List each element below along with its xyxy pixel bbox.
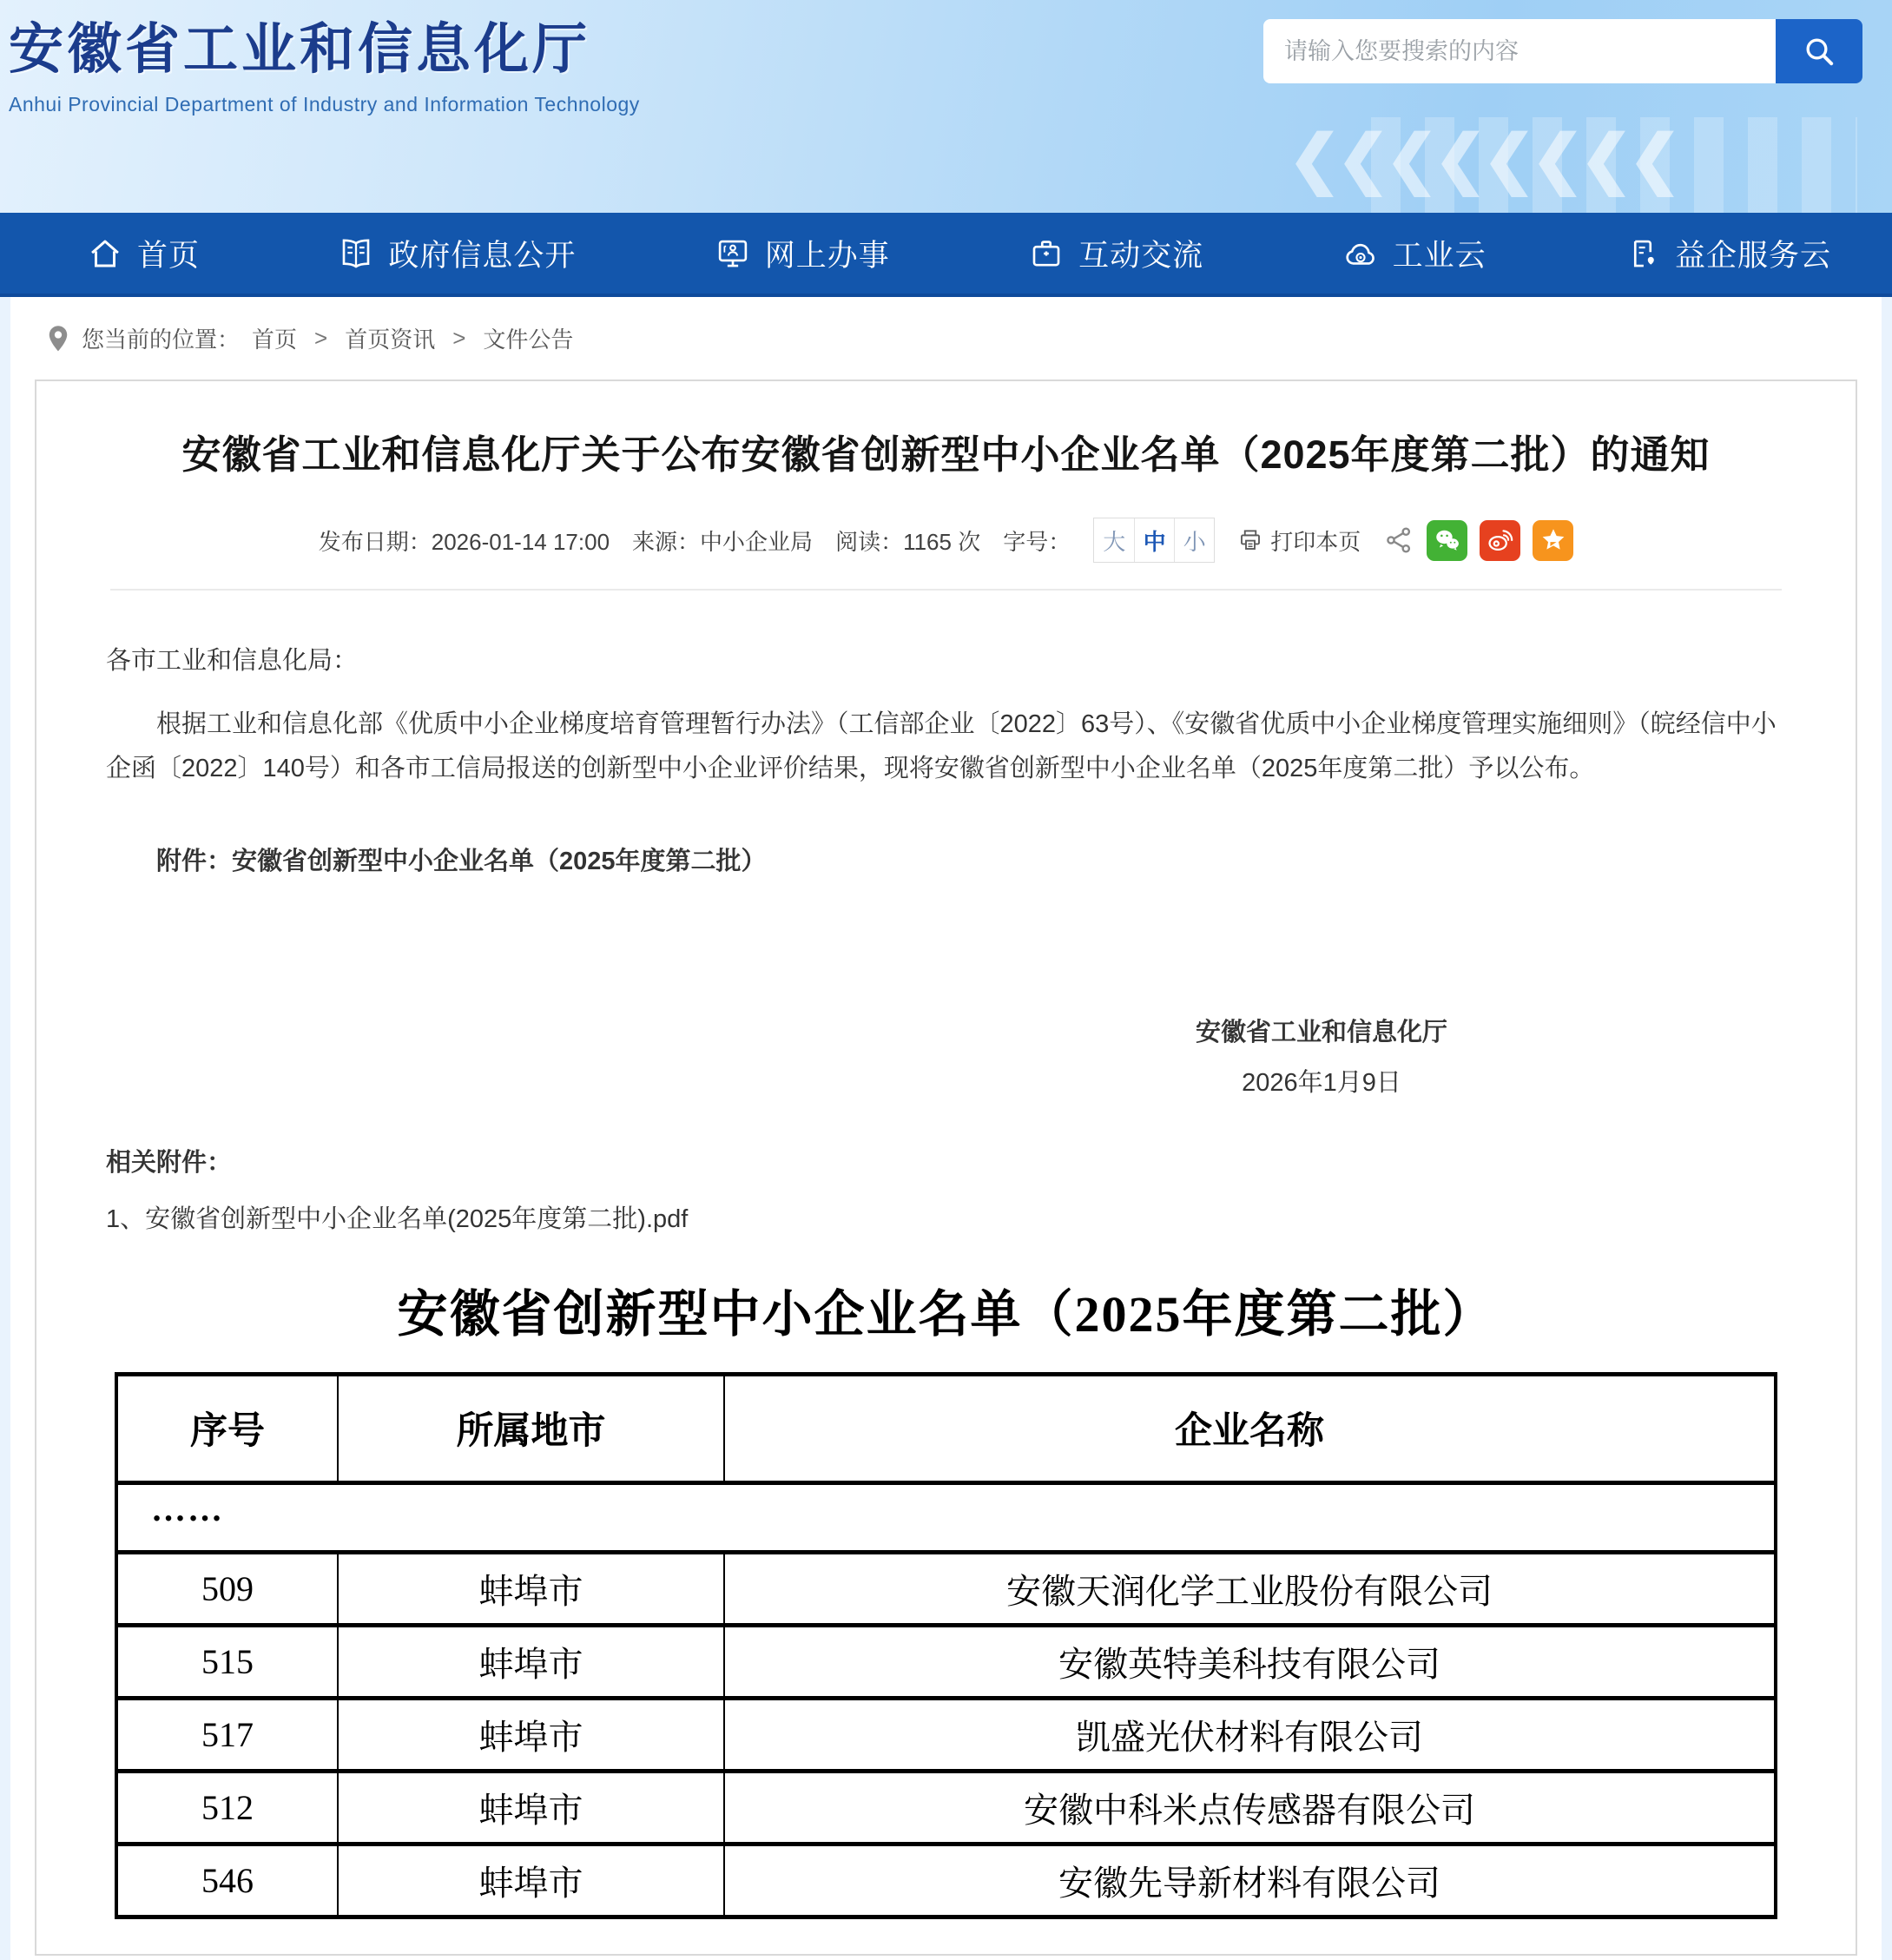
cell-name: 凯盛光伏材料有限公司 bbox=[724, 1698, 1776, 1771]
salutation: 各市工业和信息化局： bbox=[106, 647, 359, 676]
fontsize-large-button[interactable]: 大 bbox=[1094, 518, 1134, 562]
table-row bbox=[116, 1625, 1776, 1698]
fontsize-switcher bbox=[1093, 518, 1215, 563]
cell-city: 蚌埠市 bbox=[338, 1771, 724, 1844]
main-nav bbox=[0, 213, 1892, 297]
search-input[interactable] bbox=[1263, 19, 1776, 83]
nav-label-gov-info: 政府信息公开 bbox=[388, 238, 577, 273]
cell-name: 安徽中科米点传感器有限公司 bbox=[724, 1771, 1776, 1844]
gov-info-icon bbox=[338, 235, 374, 272]
page-body bbox=[10, 297, 1882, 1960]
printer-icon bbox=[1237, 527, 1263, 553]
wechat-icon bbox=[1433, 525, 1462, 555]
article-body bbox=[36, 641, 1856, 1235]
nav-item-industry-cloud[interactable] bbox=[1342, 232, 1487, 275]
cell-city: 蚌埠市 bbox=[338, 1625, 724, 1698]
nav-item-gov-info[interactable] bbox=[338, 232, 576, 275]
table-title: 安徽省创新型中小企业名单（2025年度第二批） bbox=[397, 1285, 1495, 1343]
article-source: 来源：中小企业局 bbox=[632, 528, 814, 555]
chevron-left-decoration: ❮❮❮❮❮❮❮❮ bbox=[1287, 122, 1677, 195]
cell-no: 517 bbox=[116, 1698, 338, 1771]
read-count: 阅读：1165 次 bbox=[835, 528, 981, 555]
enterprise-service-cloud-icon bbox=[1625, 235, 1661, 272]
print-button[interactable] bbox=[1237, 525, 1361, 557]
wechat-share-button[interactable] bbox=[1427, 520, 1467, 561]
breadcrumb bbox=[10, 297, 1882, 379]
breadcrumb-home[interactable]: 首页 bbox=[252, 327, 298, 353]
site-logo[interactable] bbox=[9, 5, 640, 116]
breadcrumb-separator: > bbox=[452, 325, 466, 351]
table-row bbox=[116, 1552, 1776, 1625]
column-header-city: 所属地市 bbox=[338, 1374, 724, 1482]
home-icon bbox=[87, 235, 123, 272]
breadcrumb-prefix: 您当前的位置： bbox=[82, 327, 241, 353]
cell-no: 512 bbox=[116, 1771, 338, 1844]
nav-label-home: 首页 bbox=[137, 238, 201, 273]
body-paragraph: 根据工业和信息化部《优质中小企业梯度培育管理暂行办法》（工信部企业〔2022〕63号）、《安徽省优质中小企业梯度管理实施细则》（皖经信中小企函〔2022〕140号）和各市工信局报送的创新型中小企业评价结果，现将安徽省创新型中小企业名单（2025年度第二批）予以公布。 bbox=[106, 710, 1777, 782]
breadcrumb-separator: > bbox=[314, 325, 328, 351]
table-row bbox=[116, 1844, 1776, 1917]
fontsize-label: 字号： bbox=[1003, 528, 1071, 555]
nav-label-online-service: 网上办事 bbox=[764, 238, 890, 273]
nav-item-home[interactable] bbox=[87, 232, 200, 275]
table-row bbox=[116, 1771, 1776, 1844]
cell-city: 蚌埠市 bbox=[338, 1552, 724, 1625]
column-header-name: 企业名称 bbox=[724, 1374, 1776, 1482]
cell-city: 蚌埠市 bbox=[338, 1844, 724, 1917]
publish-date: 发布日期：2026-01-14 17:00 bbox=[318, 528, 610, 555]
location-pin-icon bbox=[47, 325, 69, 353]
nav-label-interaction: 互动交流 bbox=[1078, 238, 1204, 273]
article-container bbox=[35, 379, 1857, 1956]
cell-city: 蚌埠市 bbox=[338, 1698, 724, 1771]
qzone-share-button[interactable] bbox=[1533, 520, 1573, 561]
ellipsis-cell: …… bbox=[116, 1482, 1776, 1552]
fontsize-small-button[interactable]: 小 bbox=[1174, 518, 1214, 562]
site-subtitle: Anhui Provincial Department of Industry and Information Technology bbox=[9, 93, 640, 115]
qzone-star-icon bbox=[1539, 525, 1568, 555]
nav-item-online-service[interactable] bbox=[715, 232, 890, 275]
column-header-no: 序号 bbox=[116, 1374, 338, 1482]
signoff-date: 2026年1月9日 bbox=[1242, 1068, 1401, 1097]
search-icon bbox=[1802, 34, 1836, 69]
article-meta bbox=[36, 518, 1856, 563]
breadcrumb-file-notice[interactable]: 文件公告 bbox=[483, 327, 574, 353]
nav-label-enterprise-service-cloud: 益企服务云 bbox=[1674, 238, 1831, 273]
search-button[interactable] bbox=[1776, 19, 1862, 83]
share-buttons bbox=[1383, 520, 1573, 561]
online-service-icon bbox=[715, 235, 751, 272]
industry-cloud-icon bbox=[1342, 235, 1379, 272]
cell-name: 安徽先导新材料有限公司 bbox=[724, 1844, 1776, 1917]
search-bar bbox=[1263, 19, 1862, 83]
table-row bbox=[116, 1698, 1776, 1771]
signoff-block bbox=[1104, 1007, 1539, 1108]
signoff-org: 安徽省工业和信息化厅 bbox=[1195, 1018, 1447, 1046]
cell-no: 509 bbox=[116, 1552, 338, 1625]
meta-divider bbox=[110, 589, 1782, 591]
related-attachments-heading: 相关附件： bbox=[106, 1148, 233, 1177]
nav-item-enterprise-service-cloud[interactable] bbox=[1625, 232, 1831, 275]
attachment-line: 附件：安徽省创新型中小企业名单（2025年度第二批） bbox=[156, 847, 767, 875]
share-icon[interactable] bbox=[1383, 525, 1414, 556]
weibo-icon bbox=[1486, 525, 1515, 555]
cell-name: 安徽天润化学工业股份有限公司 bbox=[724, 1552, 1776, 1625]
enterprise-table bbox=[115, 1372, 1777, 1919]
breadcrumb-news[interactable]: 首页资讯 bbox=[345, 327, 436, 353]
nav-item-interaction[interactable] bbox=[1028, 232, 1203, 275]
weibo-share-button[interactable] bbox=[1480, 520, 1520, 561]
table-header-row bbox=[116, 1374, 1776, 1482]
cell-no: 546 bbox=[116, 1844, 338, 1917]
table-row-ellipsis bbox=[116, 1482, 1776, 1552]
nav-label-industry-cloud: 工业云 bbox=[1392, 238, 1487, 273]
print-label: 打印本页 bbox=[1270, 528, 1361, 555]
attachment-pdf-link[interactable]: 1、安徽省创新型中小企业名单(2025年度第二批).pdf bbox=[106, 1204, 689, 1233]
cell-no: 515 bbox=[116, 1625, 338, 1698]
site-header bbox=[0, 0, 1892, 213]
article-title: 安徽省工业和信息化厅关于公布安徽省创新型中小企业名单（2025年度第二批）的通知 bbox=[181, 432, 1711, 477]
cell-name: 安徽英特美科技有限公司 bbox=[724, 1625, 1776, 1698]
fontsize-medium-button[interactable]: 中 bbox=[1134, 518, 1174, 562]
interaction-icon bbox=[1028, 235, 1065, 272]
site-title: 安徽省工业和信息化厅 bbox=[9, 19, 590, 80]
